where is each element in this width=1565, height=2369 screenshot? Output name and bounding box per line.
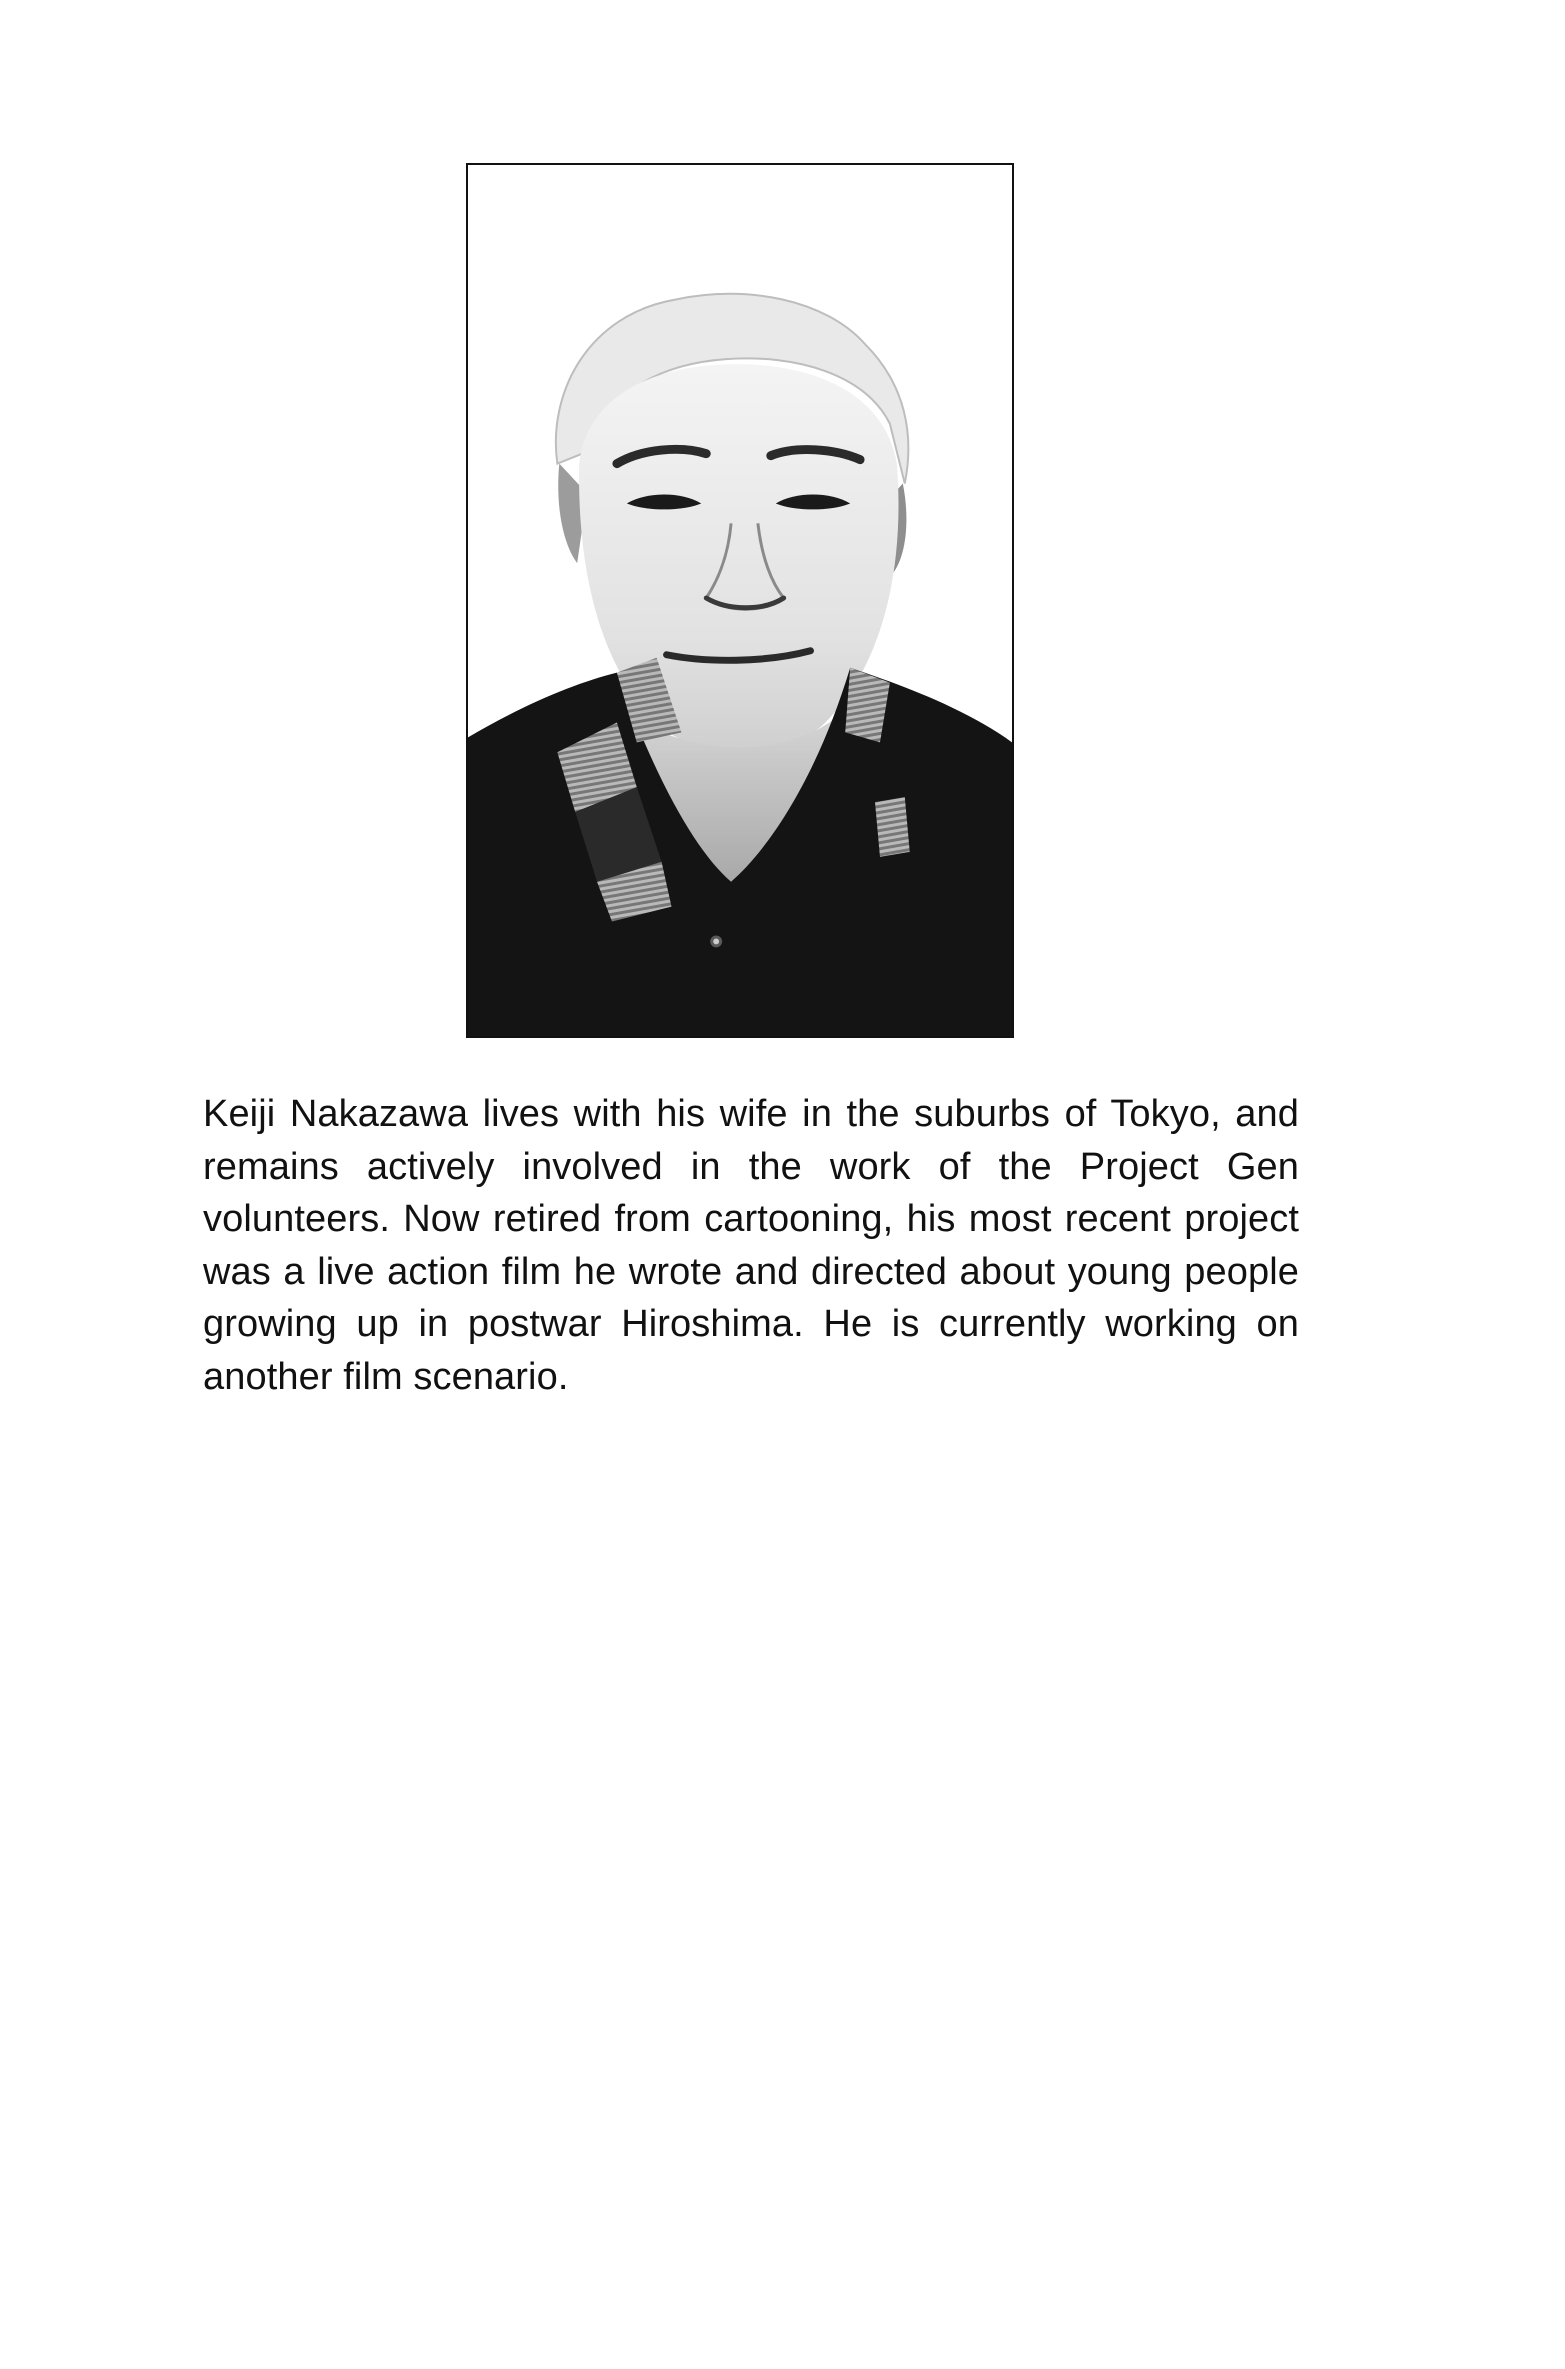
author-biography: Keiji Nakazawa lives with his wife in the suburbs of Tokyo, and remains actively involved in the work of the Project Gen volunteers. Now retired from cartooning, his most recent project was a live action film he wrote and directed about young people growing up in postwar Hiroshima. He is currently working on another film scenario. xyxy=(203,1093,1299,1398)
portrait-illustration xyxy=(468,165,1012,1036)
author-portrait-photo xyxy=(466,163,1014,1038)
